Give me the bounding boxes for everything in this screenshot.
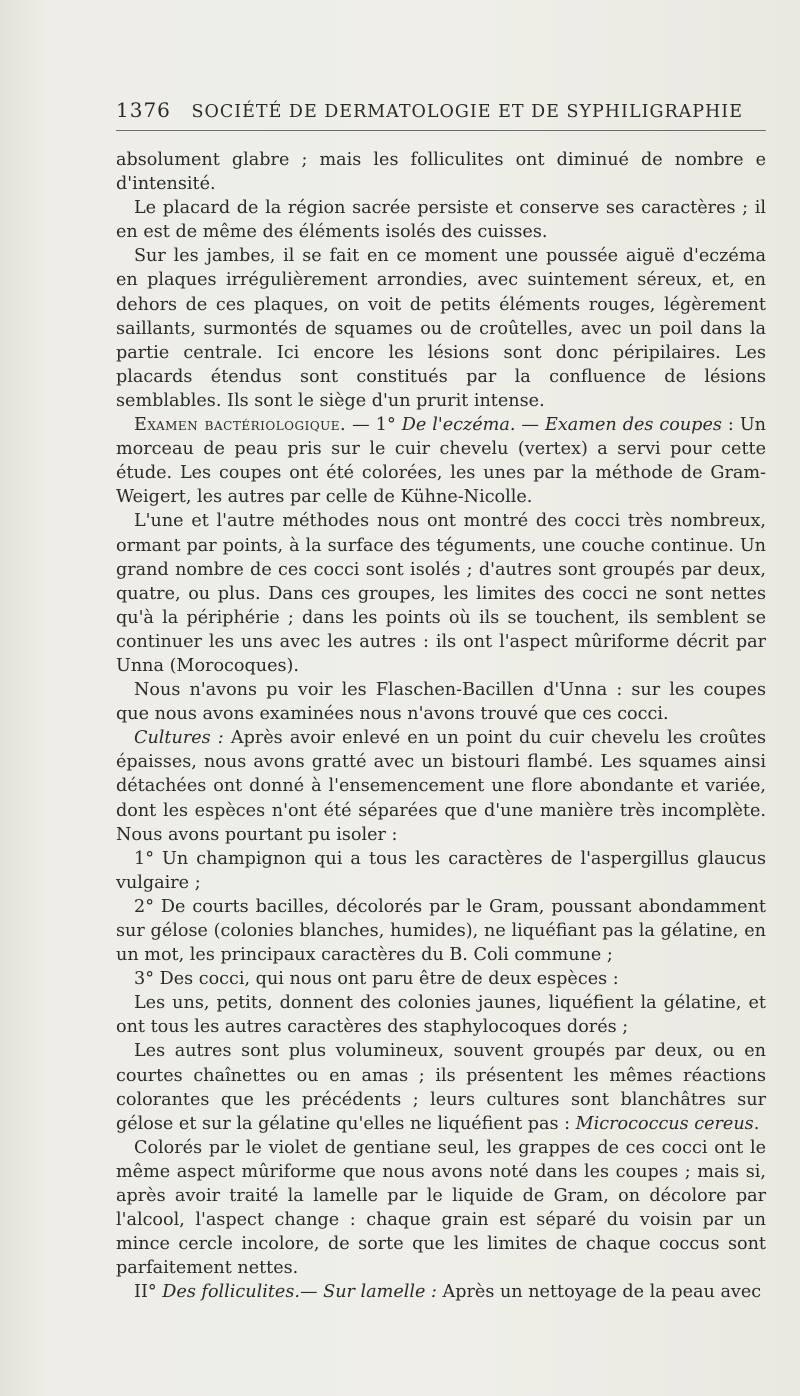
paragraph-13: Colorés par le violet de gentiane seul, les grappes de ces cocci ont le même aspect mûriforme que nous avons noté dans les coupes ; mais si, après avoir traité la lamelle par le liquide de Gram, on décolore par l'alcool, l'aspect change : chaque grain est séparé du voisin par un mince cercle incolore, de sorte que les limites de chaque coccus sont parfaitement nettes. (116, 1137, 766, 1279)
paragraph-6: Nous n'avons pu voir les Flaschen-Bacillen d'Unna : sur les coupes que nous avons examinées nous n'avons trouvé que ces cocci. (116, 680, 766, 725)
paragraph-cultures: Cultures : Après avoir enlevé en un point du cuir chevelu les croûtes épaisses, nous avons gratté avec un bistouri flambé. Les squames ainsi détachées ont donné à l'ensemencement une flore abondante et variée, dont les espèces n'ont été séparées que d'une manière très incomplète. Nous avons pourtant pu isoler : (116, 728, 766, 845)
subsection-title: De l'eczéma. (401, 415, 516, 436)
subsection-title: Examen des coupes (545, 415, 722, 436)
list-item-1: 1° Un champignon qui a tous les caractères de l'aspergillus glaucus vulgaire ; (116, 848, 766, 893)
paragraph-11: Les uns, petits, donnent des colonies jaunes, liquéfient la gélatine, et ont tous les autres caractères des staphylocoques dorés ; (116, 993, 766, 1038)
section-heading: Examen bactériologique. (134, 415, 347, 436)
subsection-title: Cultures : (134, 728, 224, 749)
paragraph-5: L'une et l'autre méthodes nous ont montré des cocci très nombreux, ormant par points, à la surface des téguments, une couche continue. Un grand nombre de ces cocci sont isolés ; d'autres sont groupés par deux, quatre, ou plus. Dans ces groupes, les limites des cocci ne sont nettes qu'à la périphérie ; dans les points où ils se touchent, ils semblent se continuer les uns avec les autres : ils ont l'aspect mûriforme décrit par Unna (Morocoques). (116, 511, 766, 676)
paragraph-12: Les autres sont plus volumineux, souvent groupés par deux, ou en courtes chaînettes ou en amas ; ils présentent les mêmes réactions colorantes que les précédents ; leurs cultures sont blanchâtres sur gélose et sur la gélatine qu'elles ne liquéfient pas : Micrococcus cereus. (116, 1041, 766, 1134)
paragraph-folliculites: II° Des folliculites.— Sur lamelle : Après un nettoyage de la peau avec (134, 1282, 762, 1303)
subsection-title: Des folliculites. (162, 1282, 300, 1303)
running-header (116, 98, 766, 122)
header-rule (116, 130, 766, 131)
body-text (116, 148, 766, 1305)
running-title: SOCIÉTÉ DE DERMATOLOGIE ET DE SYPHILIGRAPHIE (191, 102, 743, 122)
paragraph-2: Le placard de la région sacrée persiste et conserve ses caractères ; il en est de même des éléments isolés des cuisses. (116, 198, 766, 243)
list-item-3: 3° Des cocci, qui nous ont paru être de deux espèces : (134, 969, 619, 990)
list-item-2: 2° De courts bacilles, décolorés par le Gram, poussant abondamment sur gélose (colonies blanches, humides), ne liquéfiant pas la gélatine, en un mot, les principaux caractères du B. Coli commune ; (116, 896, 766, 966)
paragraph-bacteriology: Examen bactériologique. — 1° De l'eczéma. — Examen des coupes : Un morceau de peau pris sur le cuir chevelu (vertex) a servi pour cette étude. Les coupes ont été colorées, les unes par la méthode de Gram-Weigert, les autres par celle de Kühne-Nicolle. (116, 415, 766, 508)
paragraph-1: absolument glabre ; mais les folliculites ont diminué de nombre e d'intensité. (116, 150, 766, 195)
page-number: 1376 (116, 98, 171, 122)
subsection-title: Sur lamelle : (323, 1282, 437, 1303)
paragraph-3: Sur les jambes, il se fait en ce moment une poussée aiguë d'eczéma en plaques irrégulièrement arrondies, avec suintement séreux, et, en dehors de ces plaques, on voit de petits éléments rouges, légèrement saillants, surmontés de squames ou de croûtelles, avec un poil dans la partie centrale. Ici encore les lésions sont donc péripilaires. Les placards étendus sont constitués par la confluence de lésions semblables. Ils sont le siège d'un prurit intense. (116, 246, 766, 411)
